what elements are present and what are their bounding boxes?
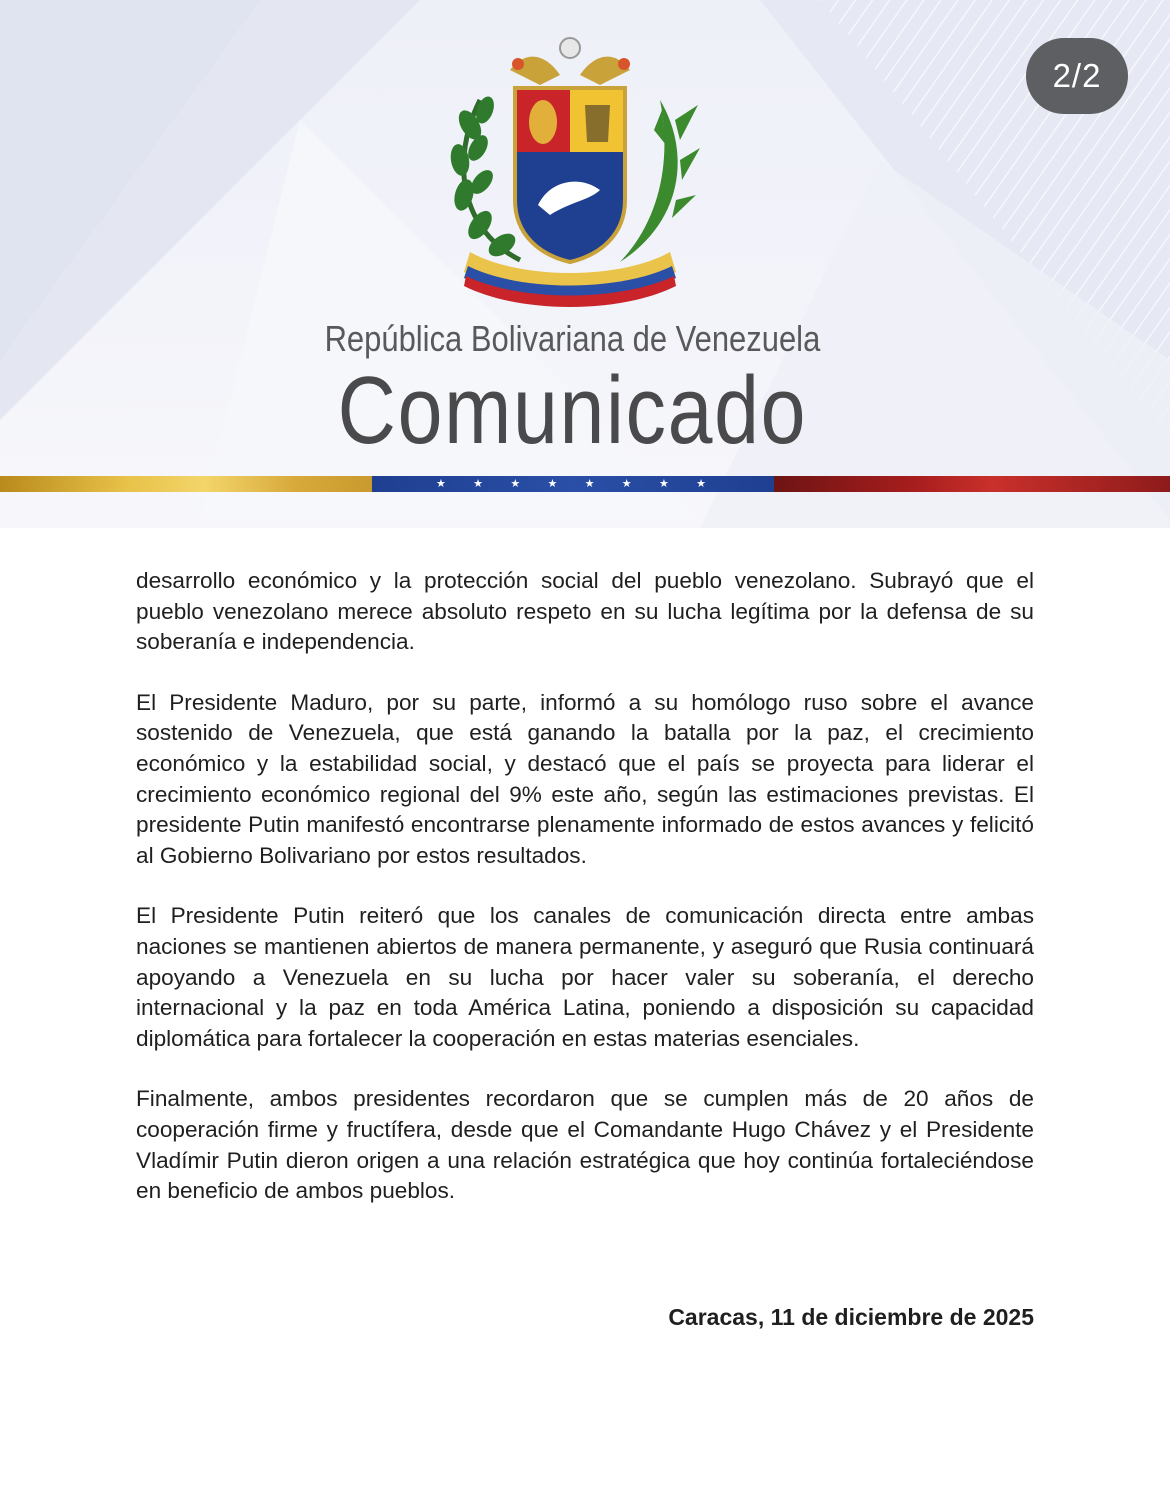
- document-header: [0, 0, 1170, 528]
- flag-stripe-yellow: [0, 476, 372, 492]
- body-paragraph: Finalmente, ambos presidentes recordaron que se cumplen más de 20 años de cooperación firme y fructífera, desde que el Comandante Hugo Chávez y el Presidente Vladímir Putin dieron origen a una relación estratégica que hoy continúa fortaleciéndose en beneficio de ambos pueblos.: [136, 1086, 1034, 1204]
- star-icon: ★: [473, 478, 484, 490]
- body-paragraph: desarrollo económico y la protección social del pueblo venezolano. Subrayó que el pueblo venezolano merece absoluto respeto en su lucha legítima por la defensa de su soberanía e independencia.: [136, 568, 1034, 655]
- document-title: Comunicado: [337, 357, 808, 464]
- country-name: República Bolivariana de Venezuela: [324, 318, 821, 359]
- star-icon: ★: [696, 478, 706, 490]
- place-date-signoff: Caracas, 11 de diciembre de 2025: [668, 1304, 1034, 1330]
- body-paragraph: El Presidente Putin reiteró que los canales de comunicación directa entre ambas naciones se mantienen abiertos de manera permanente, y aseguró que Rusia continuará apoyando a Venezuela en su lucha por hacer valer su soberanía, el derecho internacional y la paz en toda América Latina, poniendo a disposición su capacidad diplomática para fortalecer la cooperación en estas materias esenciales.: [136, 903, 1034, 1051]
- body-paragraph: El Presidente Maduro, por su parte, informó a su homólogo ruso sobre el avance sostenido de Venezuela, que está ganando la batalla por la paz, el crecimiento económico y la estabilidad social, y destacó que el país se proyecta para liderar el crecimiento económico regional del 9% este año, según las estimaciones previstas. El presidente Putin manifestó encontrarse plenamente informado de estos avances y felicitó al Gobierno Bolivariano por estos resultados.: [136, 689, 1034, 868]
- coat-of-arms-emblem: [440, 30, 700, 310]
- flag-stripe: [0, 476, 1170, 492]
- star-icon: ★: [584, 478, 595, 490]
- star-icon: ★: [547, 478, 558, 490]
- flag-stripe-red: [774, 476, 1170, 492]
- star-icon: ★: [621, 478, 632, 490]
- star-icon: ★: [658, 478, 669, 490]
- star-icon: ★: [436, 478, 446, 490]
- communique-body: [136, 566, 1034, 1237]
- flag-stars: [436, 476, 706, 492]
- star-icon: ★: [510, 478, 521, 490]
- page-indicator-badge: 2/2: [1026, 38, 1128, 114]
